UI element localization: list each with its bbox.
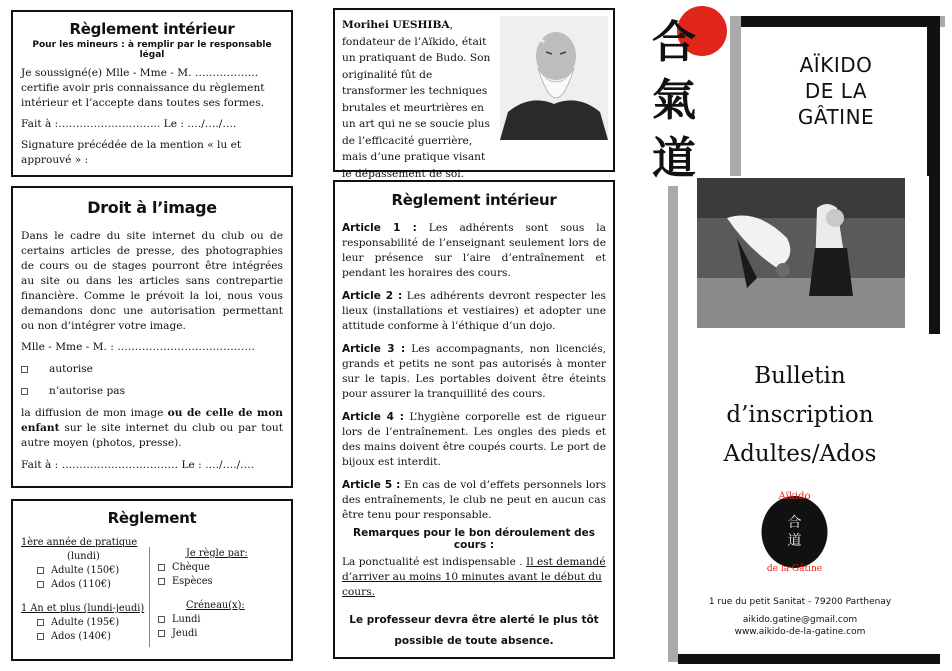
first-year-adult-option[interactable]: Adulte (150€) xyxy=(21,564,146,578)
checkbox[interactable] xyxy=(158,578,165,585)
bulletin-title xyxy=(690,357,910,474)
first-year-day: (lundi) xyxy=(67,551,100,562)
emblem-kanji: 合 xyxy=(787,515,802,531)
image-rights-name-line: Mlle - Mme - M. : ………………………………… xyxy=(21,341,255,353)
monday-option[interactable]: Lundi xyxy=(158,613,283,627)
payment-section xyxy=(11,499,293,661)
aikido-throw-photo xyxy=(697,178,905,328)
image-diffusion-text: la diffusion de mon image ou de celle de mon enfant sur le site internet du club ou par tout autre moyen (photos, presse). xyxy=(21,407,283,449)
image-rights-title: Droit à l’image xyxy=(87,198,217,217)
remarks-text: La ponctualité est indispensable . Il est demandé d’arriver au moins 10 minutes avant le début du cours. xyxy=(342,556,606,598)
remarks-title: Remarques pour le bon déroulement des cours : xyxy=(352,527,596,551)
article-2: Article 2 : Les adhérents devront respecter les lieux (installations et vestiaires) et adopter une attitude conforme à l’éthique d’un dojo. xyxy=(342,290,606,332)
articles-list xyxy=(342,221,606,523)
frame-bar xyxy=(668,186,678,662)
not-authorize-option[interactable]: n’autorise pas xyxy=(21,384,283,399)
image-rights-section xyxy=(11,186,293,488)
minors-signature-line: Signature précédée de la mention « lu et approuvé » : xyxy=(21,139,242,166)
thursday-option[interactable]: Jeudi xyxy=(158,627,283,641)
checkbox[interactable] xyxy=(158,564,165,571)
checkbox[interactable] xyxy=(158,616,165,623)
second-year-adult-option[interactable]: Adulte (195€) xyxy=(21,616,146,630)
club-emblem xyxy=(757,487,832,575)
founder-bio-text: Morihei UESHIBA, fondateur de l’Aïkido, était un pratiquant de Budo. Son originalité fût de transformer les techniques brutales et meurtrières en un art qui ne se soucie plus de l’efficacité guerrière, mais d’une pratique visant le dépassement de soi. xyxy=(342,19,491,180)
website-link[interactable]: www.aikido-de-la-gatine.com xyxy=(734,627,866,637)
club-name-line: AÏKIDO xyxy=(799,53,873,77)
aikido-kanji xyxy=(640,14,708,194)
slot-label: Créneau(x): xyxy=(186,600,245,611)
founder-portrait xyxy=(500,16,608,140)
cash-option[interactable]: Espèces xyxy=(158,575,283,589)
image-rights-sign-line: Fait à : …………………………… Le : …./…./…. xyxy=(21,459,255,471)
emblem-bottom-text: de la Gâtine xyxy=(766,564,823,574)
article-3: Article 3 : Les accompagnants, non licenciés, grands et petits ne sont pas autorisés à monter sur le tapis. Les portables doivent être éteints pour assurer la tranquillité des cours. xyxy=(342,343,606,400)
address: 1 rue du petit Sanitat - 79200 Parthenay xyxy=(708,597,892,607)
authorize-option[interactable]: autorise xyxy=(21,362,283,377)
kanji-ai: 合 xyxy=(652,17,696,68)
minors-rules-section xyxy=(11,10,293,177)
absence-warning: Le professeur devra être alerté le plus tôt possible de toute absence. xyxy=(349,614,599,647)
second-year-label: 1 An et plus (lundi-jeudi) xyxy=(21,603,145,614)
minors-rules-title: Règlement intérieur xyxy=(69,20,235,38)
frame-bar xyxy=(929,16,940,334)
payment-title: Règlement xyxy=(107,509,197,527)
minors-consent-text: Je soussigné(e) Mlle - Mme - M. ……………… certifie avoir pris connaissance du règlement intérieur et l’accepte dans toutes ses formes. xyxy=(21,67,265,109)
article-1: Article 1 : Les adhérents sont sous la responsabilité de l’enseignant seulement lors de leur présence sur l’aire d’entraînement et pendant les horaires des cours. xyxy=(342,222,606,279)
checkbox[interactable] xyxy=(37,581,44,588)
minors-rules-subtitle: Pour les mineurs : à remplir par le responsable légal xyxy=(32,40,272,60)
bulletin-line: Adultes/Ados xyxy=(723,441,877,467)
checkbox[interactable] xyxy=(21,366,28,373)
minors-date-line: Fait à :……………………….. Le : …./…./…. xyxy=(21,118,237,130)
frame-bar xyxy=(730,16,741,176)
image-rights-text: Dans le cadre du site internet du club ou de certains articles de presse, des photographies de cours ou de stages pourront être intégrées au site ou dans les articles sans contrepartie financière. Comme le prévoit la loi, nous vous demandons donc une autorisation permettant ou non d’intégrer votre image. xyxy=(21,230,283,332)
founder-bio-section xyxy=(333,8,615,180)
bulletin-line: d’inscription xyxy=(726,402,874,428)
first-year-label: 1ère année de pratique xyxy=(21,537,138,548)
kanji-do: 道 xyxy=(652,133,696,184)
frame-bar xyxy=(678,654,940,664)
emblem-kanji: 道 xyxy=(787,533,802,549)
club-name-line: GÂTINE xyxy=(797,105,875,129)
checkbox[interactable] xyxy=(37,567,44,574)
emblem-top-text: Aïkido xyxy=(778,491,811,502)
checkbox[interactable] xyxy=(37,619,44,626)
checkbox[interactable] xyxy=(37,633,44,640)
club-name-line: DE LA xyxy=(804,79,868,103)
article-5: Article 5 : En cas de vol d’effets personnels lors des entraînements, le club ne peut en aucun cas être tenu pour responsable. xyxy=(342,479,607,521)
club-name xyxy=(760,52,912,130)
payment-method-label: Je règle par: xyxy=(186,548,248,559)
divider xyxy=(149,547,150,647)
checkbox[interactable] xyxy=(21,388,28,395)
general-rules-section xyxy=(333,180,615,659)
second-year-teen-option[interactable]: Ados (140€) xyxy=(21,630,146,644)
kanji-ki: 氣 xyxy=(652,75,696,126)
email-link[interactable]: aikido.gatine@gmail.com xyxy=(742,615,858,625)
article-4: Article 4 : L’hygiène corporelle est de rigueur lors de l’entraînement. Les ongles des pieds et des mains doivent être coupés courts. Le port de bijoux est interdit. xyxy=(342,411,606,468)
general-rules-title: Règlement intérieur xyxy=(391,191,557,209)
checkbox[interactable] xyxy=(158,630,165,637)
bulletin-line: Bulletin xyxy=(754,363,846,389)
contact-block xyxy=(690,596,910,638)
first-year-teen-option[interactable]: Ados (110€) xyxy=(21,578,146,592)
cheque-option[interactable]: Chèque xyxy=(158,561,283,575)
